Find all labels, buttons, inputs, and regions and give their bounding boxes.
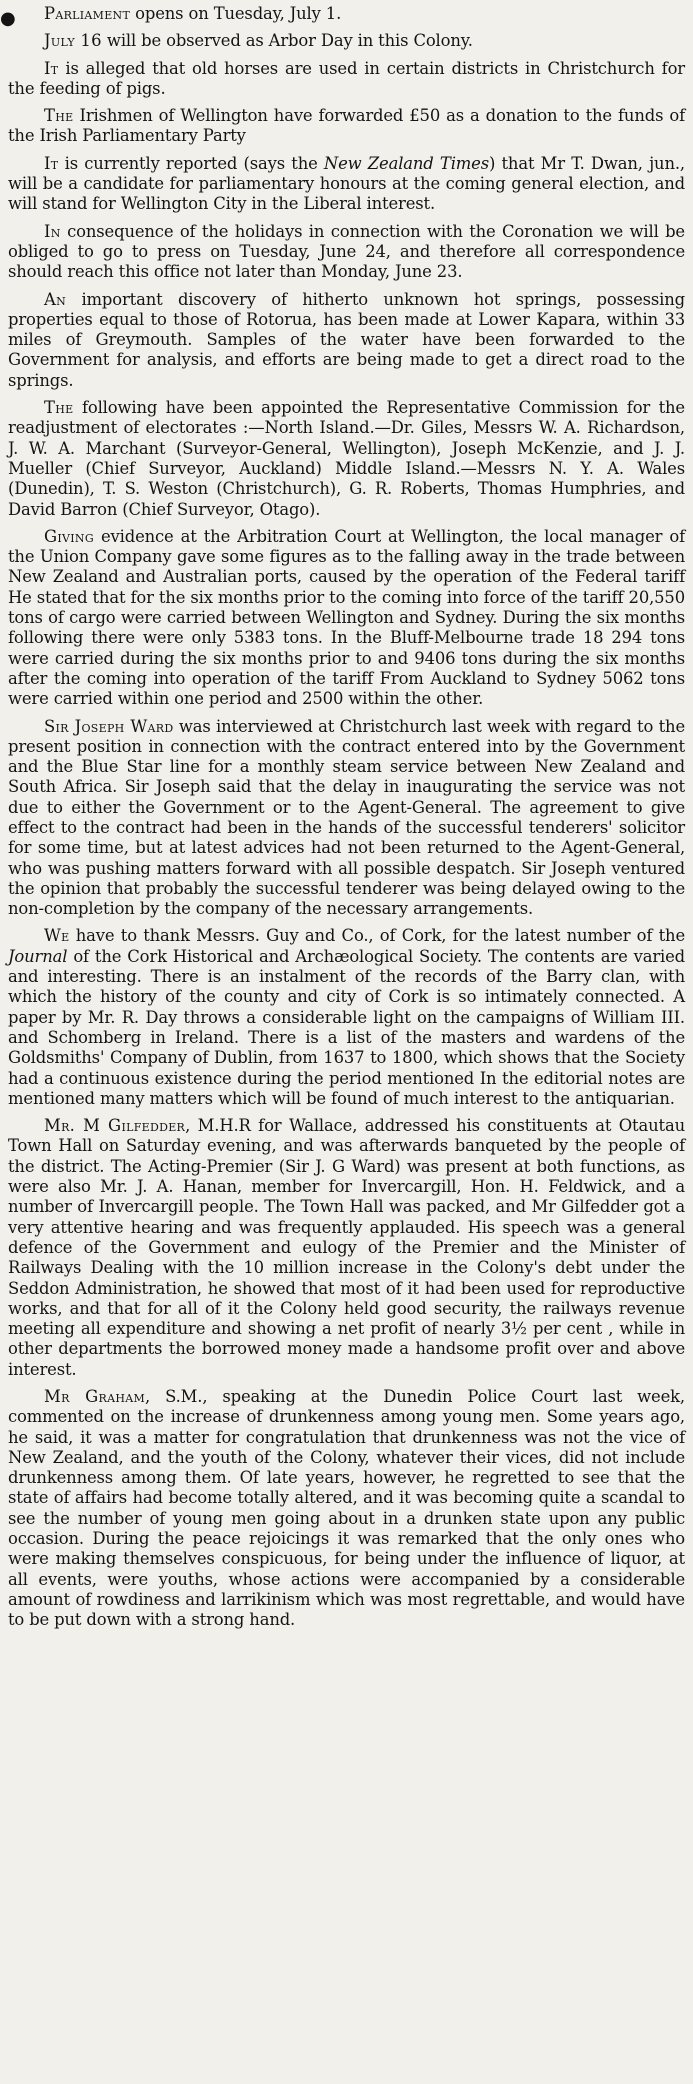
item-text: important discovery of hitherto unknown hot springs, possessing properties equal to those of Rotorua, has been made at Lower Kapara, within 33 miles of Greymouth. Samples of the water have been forwarded to the Government for analysis, and efforts are being made to get a direct road to the springs. (8, 289, 685, 390)
news-item-hot-springs (8, 290, 685, 391)
news-item-joseph-ward (8, 717, 685, 920)
item-text: is currently reported (says the (58, 153, 324, 173)
margin-dot: ● (0, 8, 16, 29)
lead-words: An (44, 289, 67, 309)
item-text: , S.M., speaking at the Dunedin Police Court last week, commented on the increase of drunkenness among young men. Some years ago, he said, it was a matter for congratulation that drunkenness was not the vice of New Zealand, and the youth of the Colony, whatever their vices, did not include drunkenness among them. Of late years, however, he regretted to see that the state of affairs had become totally altered, and it was becoming quite a scandal to see the number of young men going about in a drunken state upon any public occasion. During the peace rejoicings it was remarked that the only ones who were making themselves conspicuous, for being under the influence of liquor, at all events, were youths, whose actions were accompanied by a considerable amount of rowdiness and larrikinism which was most regrettable, and would have to be put down with a strong hand. (8, 1387, 685, 1630)
item-text: following have been appointed the Representative Commission for the readjustment of electorates :—North Island.—Dr. Giles, Messrs W. A. Richardson, J. W. A. Marchant (Surveyor-General, Wellington), Joseph McKenzie, and J. J. Mueller (Chief Surveyor, Auckland) Middle Island.—Messrs N. Y. A. Wales (Dunedin), T. S. Weston (Christchurch), G. R. Roberts, Thomas Humphries, and David Barron (Chief Surveyor, Otago). (8, 398, 685, 519)
item-text: of the Cork Historical and Archæological Society. The contents are varied and interesting. There is an instalment of the records of the Barry clan, with which the history of the county and city of Cork is so intimately connected. A paper by Mr. R. Day throws a considerable light on the campaigns of William III. and Schomberg in Ireland. There is a list of the masters and wardens of the Goldsmiths' Company of Dublin, from 1637 to 1800, which shows that the Society had a continuous existence during the period mentioned In the editorial notes are mentioned many matters which will be found of much interest to the antiquarian. (8, 946, 685, 1108)
lead-words: Parliament (44, 4, 131, 23)
lead-words: The (44, 106, 74, 126)
news-item-cork-journal (8, 926, 685, 1109)
lead-words: July 16 (44, 31, 102, 51)
lead-words: We (44, 926, 70, 946)
news-item-horses (8, 59, 685, 100)
lead-words: Mr Graham (44, 1387, 146, 1406)
item-text: was interviewed at Christchurch last week with regard to the present position in connection with the contract entered into by the Government and the Blue Star line for a monthly steam service between New Zealand and South Africa. Sir Joseph said that the delay in inaugurating the service was not due to either the Government or to the Agent-General. The agreement to give effect to the contract had been in the hands of the successful tenderers' solicitor for some time, but at latest advices had not been returned to the Agent-General, who was pushing matters forward with all possible despatch. Sir Joseph ventured the opinion that probably the successful tenderer was being delayed owing to the non-completion by the company of the necessary arrangements. (8, 716, 685, 919)
item-text: Irishmen of Wellington have forwarded £50 as a donation to the funds of the Irish Parliamentary Party (8, 106, 685, 146)
news-item-arbor-day (8, 31, 685, 51)
news-item-irish-donation (8, 106, 685, 147)
item-text: , M.H.R for Wallace, addressed his constituents at Otautau Town Hall on Saturday evening, and was afterwards banqueted by the people of the district. The Acting-Premier (Sir J. G Ward) was present at both functions, as were also Mr. J. A. Hanan, member for Invercargill, Hon. H. Feldwick, and a number of Invercargill people. The Town Hall was packed, and Mr Gilfedder got a very attentive hearing and was frequently applauded. His speech was a general defence of the Government and eulogy of the Premier and the Minister of Railways Dealing with the 10 million increase in the Colony's debt under the Seddon Administration, he showed that most of it had been used for reproductive works, and that for all of it the Colony held good security, the railways revenue meeting all expenditure and showing a net profit of nearly 3½ per cent , while in other departments the borrowed money made a handsome profit over and above interest. (8, 1116, 685, 1379)
item-text: evidence at the Arbitration Court at Wellington, the local manager of the Union Company gave some figures as to the falling away in the trade between New Zealand and Australian ports, caused by the operation of the Federal tariff He stated that for the six months prior to the coming into force of the tariff 20,550 tons of cargo were carried between Wellington and Sydney. During the six months following there were only 5383 tons. In the Bluff-Melbourne trade 18 294 tons were carried during the six months prior to and 9406 tons during the six months after the coming into operation of the tariff From Auckland to Sydney 5062 tons were carried within one period and 2500 within the other. (8, 526, 685, 709)
news-item-arbitration-court (8, 527, 685, 710)
item-text: ) that Mr T. Dwan, jun., will be a candidate for parliamentary honours at the coming general election, and will stand for Wellington City in the Liberal interest. (8, 153, 685, 214)
item-text: is alleged that old horses are used in certain districts in Christchurch for the feeding of pigs. (8, 58, 685, 98)
news-item-gilfedder (8, 1116, 685, 1380)
lead-words: It (44, 58, 59, 78)
news-item-representation-commission (8, 398, 685, 520)
lead-words: Sir Joseph Ward (44, 716, 174, 736)
item-text: opens on Tuesday, July 1. (130, 4, 342, 23)
lead-words: Giving (44, 526, 94, 546)
item-text: will be observed as Arbor Day in this Colony. (101, 31, 473, 51)
news-item-coronation-notice (8, 222, 685, 283)
news-item-graham-drunkenness (8, 1387, 685, 1631)
newspaper-title: New Zealand Times (323, 153, 489, 173)
lead-words: The (44, 398, 74, 418)
lead-words: It (44, 153, 59, 173)
news-item-dwan-candidate (8, 154, 685, 215)
lead-words: Mr. M Gilfedder (44, 1116, 186, 1136)
item-text: have to thank Messrs. Guy and Co., of Cork, for the latest number of the (69, 926, 685, 946)
journal-title: Journal (8, 946, 68, 966)
news-item-parliament (8, 4, 685, 24)
item-text: consequence of the holidays in connection with the Coronation we will be obliged to go to press on Tuesday, June 24, and therefore all correspondence should reach this office not later than Monday, June 23. (8, 221, 685, 282)
lead-words: In (44, 221, 61, 241)
